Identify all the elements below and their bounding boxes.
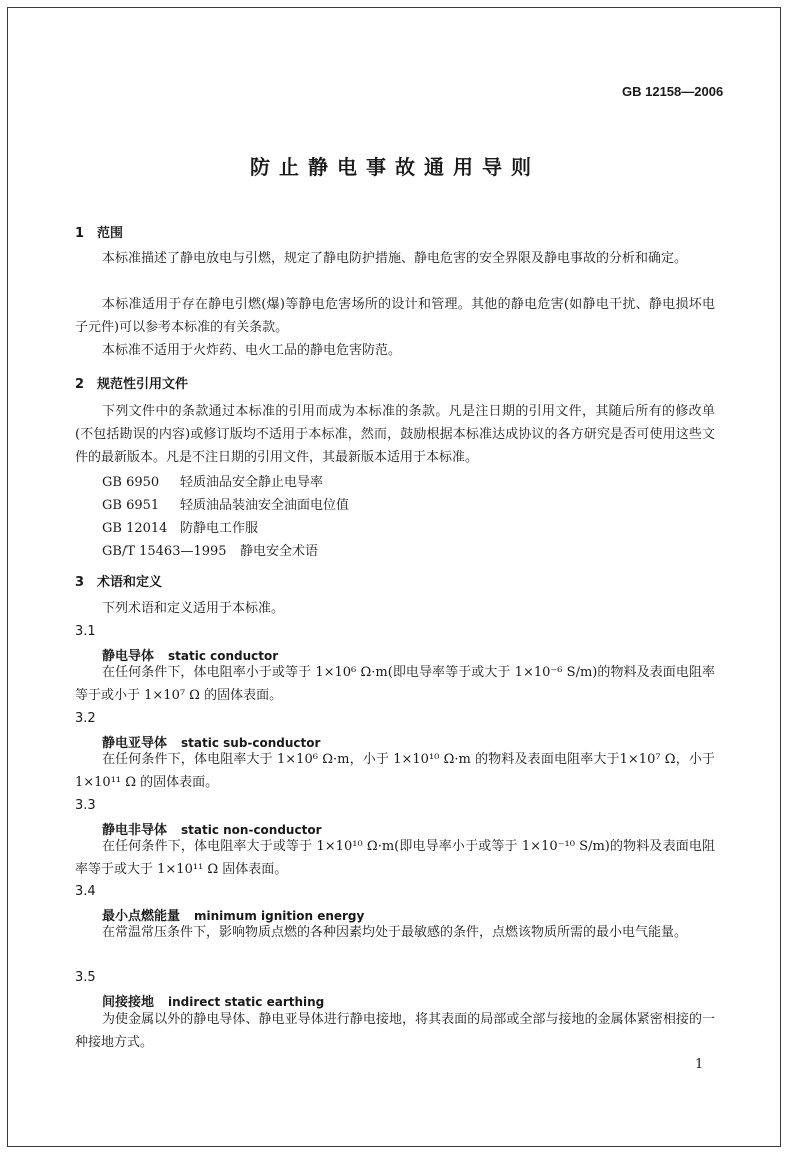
section-title: 术语和定义 (97, 575, 163, 590)
section-title: 规范性引用文件 (97, 377, 189, 392)
term-chinese: 最小点燃能量 (102, 909, 181, 924)
term-english: static conductor (168, 649, 279, 663)
section-title: 范围 (97, 226, 124, 241)
term-number: 3.5 (75, 970, 96, 985)
reference-code: GB 6951 (102, 498, 160, 513)
term-definition: 在常温常压条件下，影响物质点燃的各种因素均处于最敏感的条件，点燃该物质所需的最小电气能量。 (102, 925, 688, 940)
term-chinese: 间接接地 (102, 995, 155, 1010)
paragraph: 本标准适用于存在静电引燃(爆)等静电危害场所的设计和管理。其他的静电危害(如静电干扰、静电损坏电子元件)可以参考本标准的有关条款。 (75, 297, 715, 335)
reference-title: 静电安全术语 (240, 544, 319, 559)
reference-title: 轻质油品安全静止电导率 (180, 475, 324, 490)
term-number: 3.4 (75, 884, 96, 899)
term-number: 3.1 (75, 624, 96, 639)
section-heading-scope (75, 222, 123, 241)
term-english: minimum ignition energy (194, 909, 365, 923)
page-number: 1 (695, 1057, 704, 1072)
term-definition: 在任何条件下，体电阻率大于 1×10⁶ Ω·m，小于 1×10¹⁰ Ω·m 的物料及表面电阻率大于1×10⁷ Ω，小于 1×10¹¹ Ω 的固体表面。 (75, 752, 715, 790)
term-definition: 在任何条件下，体电阻率大于或等于 1×10¹⁰ Ω·m(即电导率小于或等于 1×10⁻¹⁰ S/m)的物料及表面电阻率等于或大于 1×10¹¹ Ω 固体表面。 (75, 839, 715, 877)
section-number: 1 (75, 226, 85, 241)
paragraph: 本标准不适用于火炸药、电火工品的静电危害防范。 (102, 343, 402, 358)
term-english: static non-conductor (181, 823, 322, 837)
reference-item (102, 517, 258, 536)
term-chinese: 静电亚导体 (102, 736, 168, 751)
paragraph: 下列术语和定义适用于本标准。 (102, 601, 285, 616)
reference-title: 防静电工作服 (180, 521, 259, 536)
standard-code: GB 12158—2006 (622, 84, 724, 99)
term-chinese: 静电导体 (102, 649, 155, 664)
term-english: static sub-conductor (181, 736, 321, 750)
document-title: 防止静电事故通用导则 (250, 155, 540, 179)
term-english: indirect static earthing (168, 995, 325, 1009)
section-heading-terms (75, 571, 162, 590)
term-chinese: 静电非导体 (102, 823, 168, 838)
section-number: 3 (75, 575, 85, 590)
reference-code: GB/T 15463—1995 (102, 544, 227, 559)
paragraph: 本标准描述了静电放电与引燃，规定了静电防护措施、静电危害的安全界限及静电事故的分析和确定。 (102, 251, 688, 266)
reference-item (102, 471, 323, 490)
term-definition: 为使金属以外的静电导体、静电亚导体进行静电接地，将其表面的局部或全部与接地的金属体紧密相接的一种接地方式。 (75, 1012, 715, 1050)
reference-title: 轻质油品装油安全油面电位值 (180, 498, 350, 513)
reference-item (102, 494, 349, 513)
reference-code: GB 6950 (102, 475, 160, 490)
reference-item (102, 540, 318, 559)
term-number: 3.2 (75, 711, 96, 726)
term-number: 3.3 (75, 798, 96, 813)
reference-code: GB 12014 (102, 521, 168, 536)
section-number: 2 (75, 377, 85, 392)
term-definition: 在任何条件下，体电阻率小于或等于 1×10⁶ Ω·m(即电导率等于或大于 1×10⁻⁶ S/m)的物料及表面电阻率等于或小于 1×10⁷ Ω 的固体表面。 (75, 665, 715, 703)
paragraph: 下列文件中的条款通过本标准的引用而成为本标准的条款。凡是注日期的引用文件，其随后所有的修改单(不包括勘误的内容)或修订版均不适用于本标准，然而，鼓励根据本标准达成协议的各方研究是否可使用这些文件的最新版本。凡是不注日期的引用文件，其最新版本适用于本标准。 (75, 404, 715, 465)
section-heading-references (75, 373, 188, 392)
